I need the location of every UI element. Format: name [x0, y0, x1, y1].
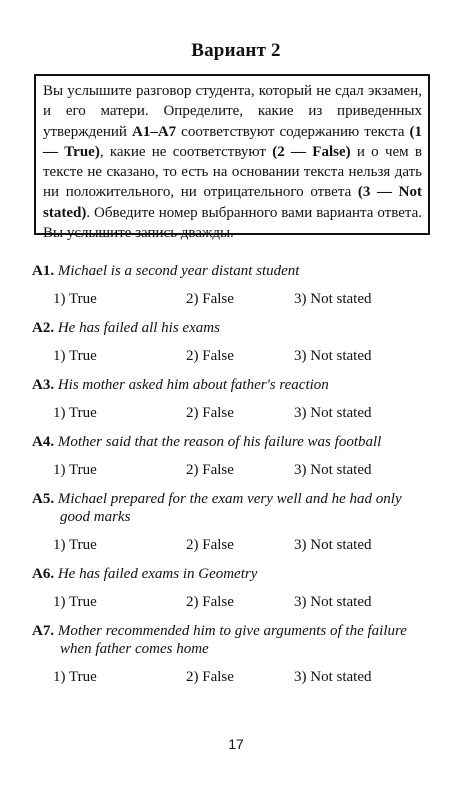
- instruction-false-key: (2 — False): [272, 143, 351, 160]
- question-number: A5.: [32, 491, 55, 507]
- option-true[interactable]: 1) True: [53, 405, 97, 421]
- question-text: [32, 565, 436, 583]
- instruction-range: А1–А7: [131, 123, 177, 140]
- question-statement: His mother asked him about father's reaction: [57, 377, 329, 393]
- question-a6: [32, 565, 436, 615]
- option-not-stated[interactable]: 3) Not stated: [294, 348, 372, 364]
- question-a5: [32, 490, 436, 558]
- answer-options: [32, 664, 436, 690]
- option-not-stated[interactable]: 3) Not stated: [294, 405, 372, 421]
- option-not-stated[interactable]: 3) Not stated: [294, 462, 372, 478]
- answer-options: [32, 457, 436, 483]
- page-title: Вариант 2: [191, 40, 281, 61]
- question-text: [32, 622, 436, 658]
- option-true[interactable]: 1) True: [53, 291, 97, 307]
- question-statement: He has failed all his exams: [57, 320, 220, 336]
- instruction-part-7: и о чем в тексте не сказано, то есть на основании текста нельзя дать ни положительного, ни отрицательного ответа: [43, 143, 422, 201]
- question-number: A6.: [32, 566, 55, 582]
- questions-list: [32, 262, 436, 697]
- answer-options: [32, 286, 436, 312]
- option-false[interactable]: 2) False: [186, 405, 234, 421]
- question-a4: [32, 433, 436, 483]
- option-false[interactable]: 2) False: [186, 462, 234, 478]
- question-text: [32, 319, 436, 337]
- option-true[interactable]: 1) True: [53, 462, 97, 478]
- option-true[interactable]: 1) True: [53, 348, 97, 364]
- question-statement: He has failed exams in Geometry: [57, 566, 258, 582]
- instruction-part-3: соответствуют содержанию текста: [176, 123, 410, 140]
- question-number: A3.: [32, 377, 55, 393]
- instruction-box: [34, 74, 430, 242]
- answer-options: [32, 400, 436, 426]
- instruction-part-9: . Обведите номер выбранного вами варианта ответа. Вы услышите запись дважды.: [43, 204, 422, 242]
- option-false[interactable]: 2) False: [186, 594, 234, 610]
- instruction-text: [43, 81, 422, 243]
- option-true[interactable]: 1) True: [53, 669, 97, 685]
- question-statement-continued: when father comes home: [60, 641, 209, 657]
- question-a7: [32, 622, 436, 690]
- question-number: A1.: [32, 263, 55, 279]
- question-number: A2.: [32, 320, 55, 336]
- question-statement-continued: good marks: [60, 509, 131, 525]
- option-not-stated[interactable]: 3) Not stated: [294, 537, 372, 553]
- question-statement: Michael prepared for the exam very well and he had only: [57, 491, 402, 507]
- question-a3: [32, 376, 436, 426]
- question-a1: [32, 262, 436, 312]
- question-statement: Mother recommended him to give arguments of the failure: [57, 623, 407, 639]
- option-false[interactable]: 2) False: [186, 291, 234, 307]
- question-number: A4.: [32, 434, 55, 450]
- page-number: 17: [228, 736, 244, 752]
- option-false[interactable]: 2) False: [186, 537, 234, 553]
- instruction-not-stated-key: (3 — Not stated): [43, 184, 423, 221]
- answer-options: [32, 532, 436, 558]
- option-not-stated[interactable]: 3) Not stated: [294, 594, 372, 610]
- question-a2: [32, 319, 436, 369]
- question-statement: Michael is a second year distant student: [57, 263, 300, 279]
- question-text: [32, 490, 436, 526]
- answer-options: [32, 343, 436, 369]
- instruction-part-5: , какие не соответствуют: [99, 143, 273, 160]
- option-not-stated[interactable]: 3) Not stated: [294, 669, 372, 685]
- question-text: [32, 433, 436, 451]
- question-statement: Mother said that the reason of his failure was football: [57, 434, 382, 450]
- question-text: [32, 376, 436, 394]
- option-true[interactable]: 1) True: [53, 537, 97, 553]
- option-false[interactable]: 2) False: [186, 348, 234, 364]
- option-true[interactable]: 1) True: [53, 594, 97, 610]
- answer-options: [32, 589, 436, 615]
- option-not-stated[interactable]: 3) Not stated: [294, 291, 372, 307]
- instruction-part-1: Вы услышите разговор студента, который не сдал экзамен, и его матери. Определите, какие из приведенных утверждений: [43, 83, 422, 140]
- question-text: [32, 262, 436, 280]
- question-number: A7.: [32, 623, 55, 639]
- instruction-true-key: (1 — True): [43, 123, 422, 160]
- option-false[interactable]: 2) False: [186, 669, 234, 685]
